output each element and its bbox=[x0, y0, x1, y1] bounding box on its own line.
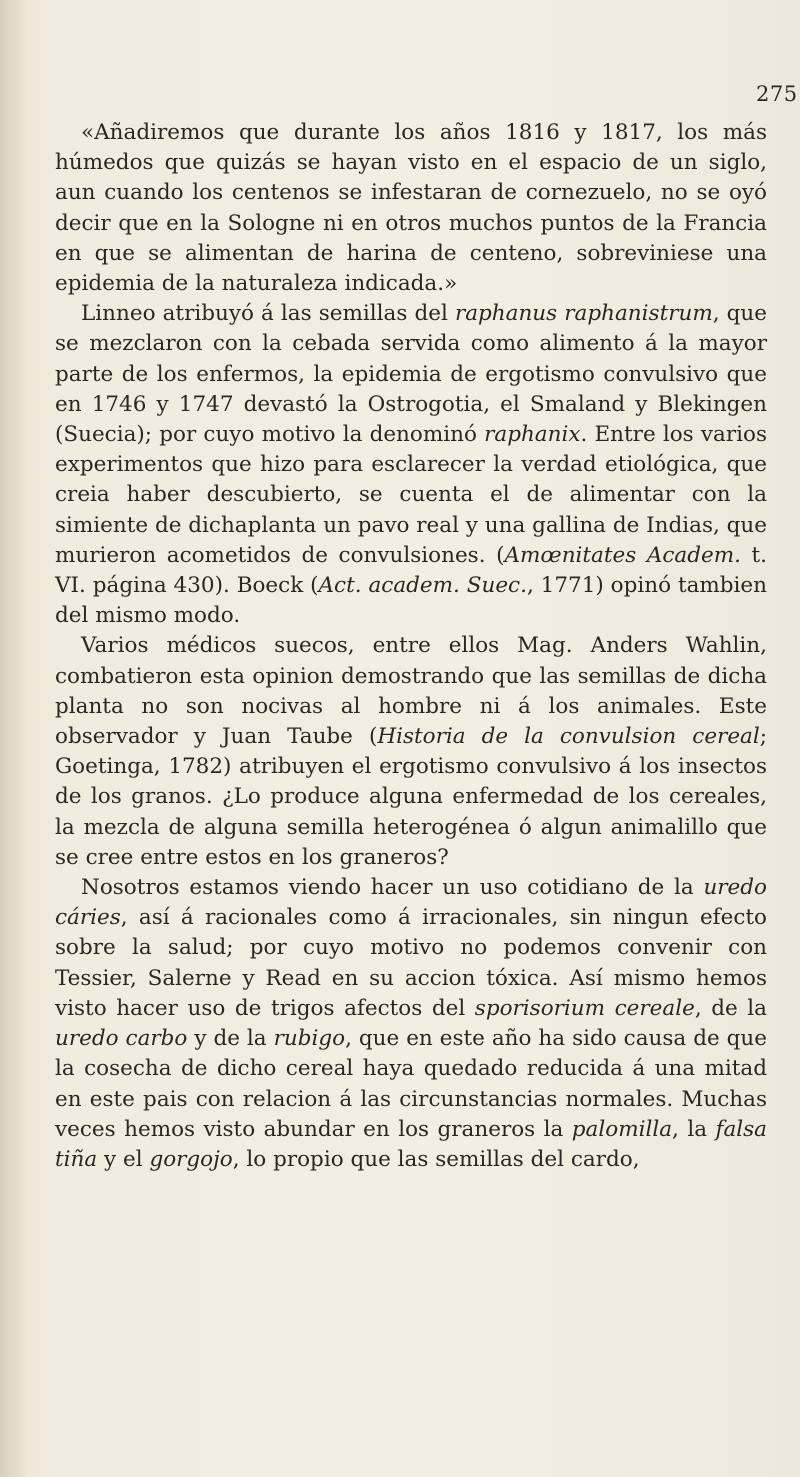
text-run: y de la bbox=[187, 1026, 274, 1052]
page-gutter-shadow bbox=[0, 0, 28, 1477]
text-run: , lo propio que las semillas del cardo, bbox=[232, 1146, 640, 1172]
paragraph-1 bbox=[55, 118, 767, 299]
text-run: , la bbox=[672, 1116, 716, 1142]
text-run: «Añadiremos que durante los años 1816 y 1817, los más húmedos que quizás se hayan visto en el espacio de un siglo, aun cuando los centenos se infestaran de cornezuelo, no se oyó decir que en la Sologne ni en otros muchos puntos de la Francia en que se alimentan de harina de centeno, sobreviniese una epidemia de la naturaleza indicada.» bbox=[55, 120, 767, 297]
italic-term: falsa tiña bbox=[55, 1116, 767, 1172]
paragraph-3 bbox=[55, 631, 767, 873]
italic-term: gorgojo bbox=[149, 1146, 233, 1172]
italic-term: uredo carbo bbox=[55, 1026, 188, 1052]
italic-term: raphanus raphanistrum bbox=[454, 301, 713, 327]
text-run: Linneo atribuyó á las semillas del bbox=[81, 301, 455, 327]
text-run: . Entre los varios experimentos que hizo para esclarecer la verdad etiológica, que creia haber descubierto, se cuenta el de alimentar con la simiente de dichaplanta un pavo real y una gallina de Indias, que murieron acometidos de convulsiones. ( bbox=[55, 422, 767, 568]
text-run: , que se mezclaron con la cebada servida como alimento á la mayor parte de los enfermos, la epidemia de ergotismo convulsivo que en 1746 y 1747 devastó la Ostrogotia, el Smaland y Blekingen (Suecia); por cuyo motivo la denominó bbox=[55, 301, 767, 448]
text-run: y el bbox=[97, 1146, 150, 1172]
text-run: , que en este año ha sido causa de que la cosecha de dicho cereal haya quedado reducida á una mitad en este pais con relacion á las circunstancias normales. Muchas veces hemos visto abundar en los graneros la bbox=[55, 1026, 767, 1142]
paragraph-4 bbox=[55, 873, 767, 1175]
paragraph-2 bbox=[55, 299, 767, 631]
page-number: 275 bbox=[756, 82, 798, 106]
italic-term: raphanix bbox=[484, 422, 581, 448]
italic-term: sporisorium cereale bbox=[474, 995, 695, 1021]
italic-term: Amœnitates Academ. bbox=[504, 542, 741, 568]
italic-term: uredo cáries bbox=[55, 875, 767, 931]
italic-term: Historia de la convulsion cereal bbox=[377, 724, 760, 750]
text-run: , de la bbox=[694, 995, 767, 1021]
italic-term: Act. academ. Suec. bbox=[318, 573, 527, 599]
text-run: , así á racionales como á irracionales, sin ningun efecto sobre la salud; por cuyo motivo no podemos convenir con Tessier, Salerne y Read en su accion tóxica. Así mismo hemos visto hacer uso de trigos afectos del bbox=[55, 905, 767, 1021]
italic-term: palomilla bbox=[571, 1116, 673, 1142]
text-run: Varios médicos suecos, entre ellos Mag. Anders Wahlin, combatieron esta opinion demostrando que las semillas de dicha planta no son nocivas al hombre ni á los animales. Este observador y Juan Taube ( bbox=[55, 633, 767, 750]
italic-term: rubigo bbox=[273, 1026, 346, 1052]
text-run: Nosotros estamos viendo hacer un uso cotidiano de la bbox=[81, 875, 704, 901]
text-run: , 1771) opinó tambien del mismo modo. bbox=[55, 573, 768, 629]
text-run: t. VI. página 430). Boeck ( bbox=[55, 542, 767, 599]
body-text bbox=[55, 118, 767, 1175]
text-run: ; Goetinga, 1782) atribuyen el ergotismo convulsivo á los insectos de los granos. ¿Lo produce alguna enfermedad de los cereales, la mezcla de alguna semilla heterogénea ó algun animalillo que se cree entre estos en los graneros? bbox=[55, 724, 767, 870]
